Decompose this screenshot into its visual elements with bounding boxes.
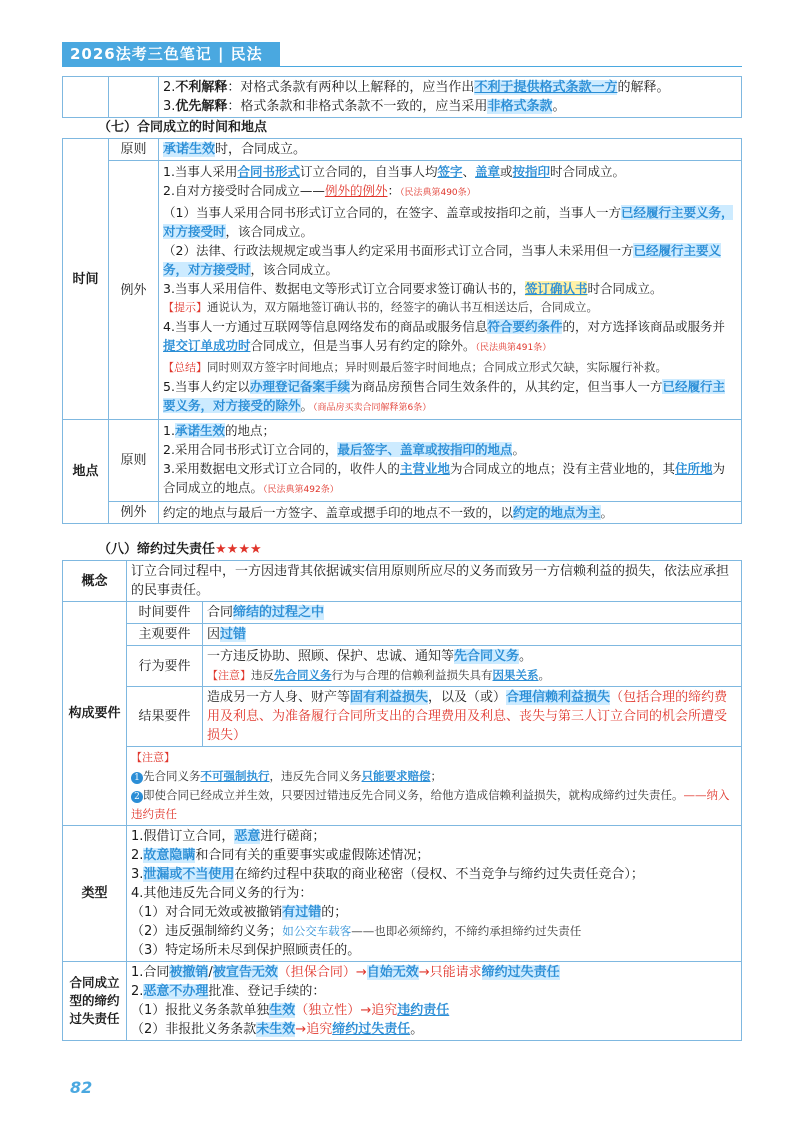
importance-stars: ★★★★ xyxy=(215,542,262,557)
concept-label: 概念 xyxy=(63,561,127,602)
subjective-element: 因过错 xyxy=(203,624,742,646)
empty-cell xyxy=(63,77,109,118)
time-exceptions: 1.当事人采用合同书形式订立合同的，自当事人均签字、盖章或按指印时合同成立。 2.自对方接受时合同成立——例外的例外：（民法典第490条） （1）当事人采用合同书形式订立合同的，在签字、盖章或按指印之前，当事人一方已经履行主要义务，对方接受时，该合同成立。 （2）法律、行政法规规定或当事人约定采用书面形式订立合同，当事人未采用但一方已经履行主要义务，对方接受时，该合同成立。 3.当事人采用信件、数据电文等形式订立合同要求签订确认书的，签订确认书时合同成立。 【提示】通说认为，双方隔地签订确认书的，经签字的确认书互相送达后，合同成立。 4.当事人一方通过互联网等信息网络发布的商品或服务信息符合要约条件的，对方选择该商品或服务并提交订单成功时合同成立，但是当事人另有约定的除外。（民法典第491条） 【总结】同时则双方签字时间地点；异时则最后签字时间地点；合同成立形式欠缺，实际履行补救。 5.当事人约定以办理登记备案手续为商品房预售合同生效条件的，从其约定，但当事人一方已经履行主要义务，对方接受的除外。（商品房买卖合同解释第6条） xyxy=(159,161,742,420)
time-label: 时间 xyxy=(63,139,109,420)
note-number-2-icon: 2 xyxy=(131,791,143,803)
empty-cell xyxy=(109,77,159,118)
place-exception-label: 例外 xyxy=(109,502,159,524)
place-label: 地点 xyxy=(63,420,109,524)
types-list: 1.假借订立合同，恶意进行磋商； 2.故意隐瞒和合同有关的重要事实或虚假陈述情况； 3.泄漏或不当使用在缔约过程中获取的商业秘密（侵权、不当竞争与缔约过失责任竞合）； 4.其他违反先合同义务的行为： （1）对合同无效或被撤销有过错的； （2）违反强制缔约义务；如公交车载客——也即必须缔约，不缔约承担缔约过失责任 （3）特定场所未尽到保护照顾责任的。 xyxy=(127,826,742,962)
formed-contract-label: 合同成立型的缔约过失责任 xyxy=(63,962,127,1041)
formed-contract-list: 1.合同被撤销/被宣告无效（担保合同）→自始无效→只能请求缔约过失责任 2.恶意不办理批准、登记手续的： （1）报批义务条款单独生效（独立性）→追究违约责任 （2）非报批义务条款未生效→追究缔约过失责任。 xyxy=(127,962,742,1041)
note-number-1-icon: 1 xyxy=(131,772,143,784)
concept-text: 订立合同过程中，一方因违背其依据诚实信用原则所应尽的义务而致另一方信赖利益的损失，依法应承担的民事责任。 xyxy=(127,561,742,602)
place-exception: 约定的地点与最后一方签字、盖章或摁手印的地点不一致的，以约定的地点为主。 xyxy=(159,502,742,524)
act-element: 一方违反协助、照顾、保护、忠诚、通知等先合同义务。 【注意】违反先合同义务行为与合理的信赖利益损失具有因果关系。 xyxy=(203,646,742,687)
time-exception-label: 例外 xyxy=(109,161,159,420)
types-label: 类型 xyxy=(63,826,127,962)
header-title: 2026法考三色笔记 | 民法 xyxy=(62,42,280,66)
result-element: 造成另一方人身、财产等固有利益损失，以及（或）合理信赖利益损失（包括合理的缔约费用及利息、为准备履行合同所支出的合理费用及利息、丧失与第三人订立合同的机会所遭受损失） xyxy=(203,687,742,747)
formation-time-place-table xyxy=(62,138,742,524)
elements-note: 【注意】 1 先合同义务不可强制执行，违反先合同义务只能要求赔偿； 2 即使合同已经成立并生效，只要因过错违反先合同义务，给他方造成信赖利益损失，就构成缔约过失责任。——纳入违约责任 xyxy=(127,747,742,826)
section-8-title: （八）缔约过失责任★★★★ xyxy=(98,542,262,557)
time-element: 合同缔结的过程之中 xyxy=(203,602,742,624)
header-divider xyxy=(62,66,742,67)
place-principles: 1.承诺生效的地点； 2.采用合同书形式订立合同的，最后签字、盖章或按指印的地点。 3.采用数据电文形式订立合同的，收件人的主营业地为合同成立的地点；没有主营业地的，其住所地为合同成立的地点。（民法典第492条） xyxy=(159,420,742,502)
time-principle-label: 原则 xyxy=(109,139,159,161)
place-principle-label: 原则 xyxy=(109,420,159,502)
culpa-in-contrahendo-table xyxy=(62,560,742,1041)
page-number: 82 xyxy=(70,1078,93,1097)
format-clause-items: 2.不利解释：对格式条款有两种以上解释的，应当作出不利于提供格式条款一方的解释。 3.优先解释：格式条款和非格式条款不一致的，应当采用非格式条款。 xyxy=(159,77,742,118)
section-7-title: （七）合同成立的时间和地点 xyxy=(98,120,268,135)
result-element-label: 结果要件 xyxy=(127,687,203,747)
time-principle: 承诺生效时，合同成立。 xyxy=(159,139,742,161)
elements-label: 构成要件 xyxy=(63,602,127,826)
subjective-element-label: 主观要件 xyxy=(127,624,203,646)
act-element-label: 行为要件 xyxy=(127,646,203,687)
time-element-label: 时间要件 xyxy=(127,602,203,624)
format-clause-table xyxy=(62,76,742,118)
